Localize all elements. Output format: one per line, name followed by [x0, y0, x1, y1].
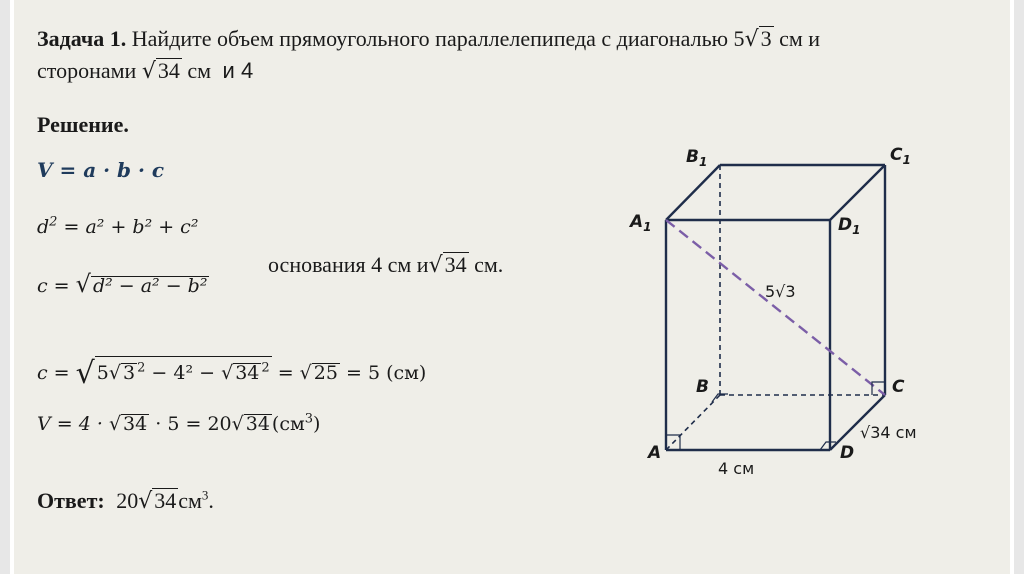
v-calc-root2: 34 — [245, 413, 270, 435]
task-root-2: 34 — [157, 58, 180, 83]
task-text-1: Найдите объем прямоугольного параллелепипеда с диагональю 5 — [131, 26, 745, 51]
root-sign: √ — [231, 413, 244, 435]
v-calc — [37, 411, 321, 435]
c-formula — [37, 272, 209, 297]
c-calc-big-root: 5√ 3 $^2$ − 4² − √ 34 $^2$ — [95, 356, 272, 384]
v-calc-sup: 3 — [304, 411, 314, 427]
label-b: B — [696, 377, 709, 397]
solution-heading: Решение. — [37, 112, 129, 137]
task-line-1 — [37, 26, 820, 51]
root-sign: √ — [744, 27, 759, 52]
c-calc-b-root: 34 — [235, 362, 260, 384]
parallelepiped-figure — [600, 130, 960, 480]
root-sign: √ — [75, 270, 91, 298]
c-calc-c-root: 25 — [313, 362, 338, 384]
space-diagonal — [666, 220, 885, 395]
edge-a1-b1 — [666, 165, 720, 220]
diagonal-label: 5√3 — [765, 282, 796, 301]
vertex-labels — [628, 145, 911, 463]
root-sign: √ — [138, 489, 153, 514]
root-sign: √ — [141, 59, 156, 84]
v-calc-unit: (см — [271, 413, 305, 435]
answer-root: 34 — [154, 488, 177, 513]
right-margin-bar — [1014, 0, 1024, 574]
base-note-text: основания 4 см и — [268, 252, 429, 277]
label-b1: $B_1$ — [686, 147, 708, 169]
edge-a-b — [666, 395, 720, 450]
c-formula-lhs: c = — [37, 275, 70, 297]
c-calc-lhs: c = — [37, 362, 70, 384]
answer-sup: 3 — [201, 487, 209, 503]
task-root-1: 3 — [760, 26, 772, 51]
v-calc-lhs: V = 4 · — [37, 413, 103, 435]
c-calc-a-root: 3 — [122, 362, 136, 384]
root-sign: √ — [299, 362, 312, 384]
task-label: Задача 1. — [37, 26, 127, 51]
root-sign: √ — [428, 253, 443, 278]
v-calc-root: 34 — [123, 413, 148, 435]
answer-tail: . — [208, 488, 214, 513]
answer-unit: см — [178, 488, 202, 513]
label-c1: $C_1$ — [890, 145, 911, 167]
label-d1: $D_1$ — [838, 215, 861, 237]
base-note-root: 34 — [444, 252, 467, 277]
root-sign: √ — [221, 362, 234, 384]
c-calc-result: = 5 (см) — [346, 362, 427, 384]
diag-lhs: d — [37, 216, 50, 238]
bottom-label: 4 см — [718, 459, 755, 478]
task-line-2 — [37, 58, 253, 83]
c-calc-eq: = — [277, 362, 294, 384]
answer-label: Ответ: — [37, 488, 105, 513]
task-tail: и 4 — [222, 58, 254, 83]
label-a: A — [648, 443, 662, 463]
task-unit-1: см и — [779, 26, 821, 51]
base-note-unit: см. — [474, 252, 504, 277]
label-d: D — [840, 443, 855, 463]
label-a1: $A_1$ — [630, 212, 652, 234]
c-formula-root: d² − a² − b² — [92, 275, 208, 297]
task-text-2: сторонами — [37, 58, 137, 83]
label-c: C — [892, 377, 905, 397]
base-note — [268, 252, 503, 277]
task-unit-2: см — [187, 58, 212, 83]
answer-value: 20 — [116, 488, 139, 513]
side-label: √34 см — [860, 423, 917, 442]
root-sign: √ — [108, 413, 122, 435]
root-sign: √ — [108, 362, 121, 384]
v-calc-mid: · 5 = 20 — [155, 413, 232, 435]
c-calc-a: 5 — [96, 362, 109, 384]
volume-formula: V = a · b · c — [37, 158, 165, 182]
root-sign: √ — [75, 356, 95, 391]
c-calc — [37, 356, 426, 389]
edge-d1-c1 — [830, 165, 885, 220]
c-calc-mid: − 4² − — [151, 362, 216, 384]
diag-rhs: = a² + b² + c² — [63, 216, 199, 238]
v-calc-close: ) — [313, 413, 321, 435]
answer-line — [37, 488, 214, 513]
left-margin-bar — [0, 0, 10, 574]
diag-formula: $d^2 = a^2 + b^2 + c^2$ — [37, 214, 199, 238]
